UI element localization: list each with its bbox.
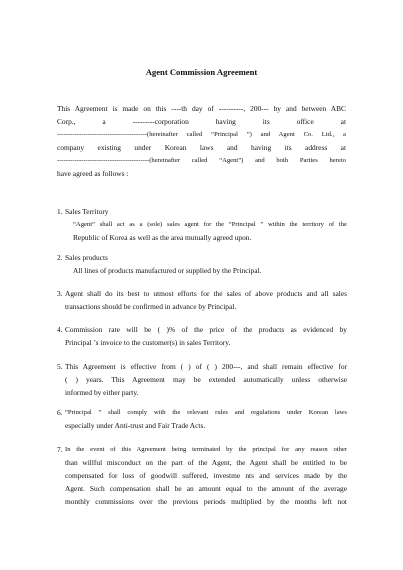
section-sales-products — [57, 251, 347, 277]
section-effective-term — [57, 360, 347, 399]
section-line: Principal ’s invoice to the customer(s) in sales Territory. — [65, 338, 231, 347]
section-line: ( ) years. This Agreement may be extended automatically unless otherwise — [65, 375, 347, 384]
intro-line: have agreed as follows : — [57, 169, 129, 178]
section-commission-rate — [57, 323, 347, 349]
section-line: This Agreement is effective from ( ) of ( ) 200---, and shall remain effective for — [65, 362, 347, 371]
section-sales-territory — [57, 205, 347, 244]
section-line: Republic of Korea as well as the area mutually agreed upon. — [73, 233, 252, 242]
section-line: monthly commissions over the previous periods multiplied by the months left not — [65, 497, 347, 506]
section-heading: Sales Territory — [65, 207, 109, 216]
agreement-intro — [57, 102, 346, 180]
intro-line: company existing under Korean laws and having its address at — [57, 143, 346, 152]
section-line: Commission rate will be ( )% of the price of the products as evidenced by — [65, 325, 347, 334]
section-line: “Principal ” shall comply with the relevant rules and regulations under Korean laws — [65, 409, 347, 416]
intro-line: Corp., a ---------corporation having its office at — [57, 117, 346, 126]
section-line: Agent. Such compensation shall be an amount equal to the amount of the average — [65, 484, 347, 493]
intro-line: This Agreement is made on this ----th day of ----------, 200--- by and between ABC — [57, 104, 346, 113]
section-line: Agent shall do its best to utmost efforts for the sales of above products and all sales — [65, 289, 347, 298]
section-line: In the event of this Agreement being terminated by the principal for any reason other — [65, 446, 347, 453]
section-number: 4. — [57, 325, 63, 334]
section-line: All lines of products manufactured or supplied by the Principal. — [73, 266, 262, 275]
document-title: Agent Commission Agreement — [145, 67, 258, 77]
section-compliance — [57, 406, 347, 432]
section-number: 2. — [57, 253, 63, 262]
section-number: 6. — [57, 408, 63, 417]
section-agent-efforts — [57, 287, 347, 313]
section-number: 3. — [57, 289, 63, 298]
section-line: especially under Anti-trust and Fair Trade Acts. — [65, 421, 206, 430]
section-line: compensated for loss of goodwill suffered, investme nts and services made by the — [65, 471, 347, 480]
intro-line: ------------------------------------------(hereinafter called “Agent”) and both Parties hereto — [57, 157, 346, 164]
section-line: informed by either party. — [65, 388, 139, 397]
section-heading: Sales products — [65, 253, 108, 262]
intro-line: -----------------------------------------(hereinafter called “Principal ”) and Agent Co. Ltd., a — [57, 131, 346, 138]
section-number: 7. — [57, 445, 63, 454]
section-line: “Agent” shall act as a (sole) sales agent for the “Principal ” within the territory of the — [73, 221, 347, 228]
section-termination — [57, 443, 347, 508]
section-line: transactions should be confirmed in advance by Principal. — [65, 302, 237, 311]
section-number: 1. — [57, 207, 63, 216]
section-number: 5. — [57, 362, 63, 371]
section-line: than willful misconduct on the part of the Agent, the Agent shall be entitled to be — [65, 458, 347, 467]
